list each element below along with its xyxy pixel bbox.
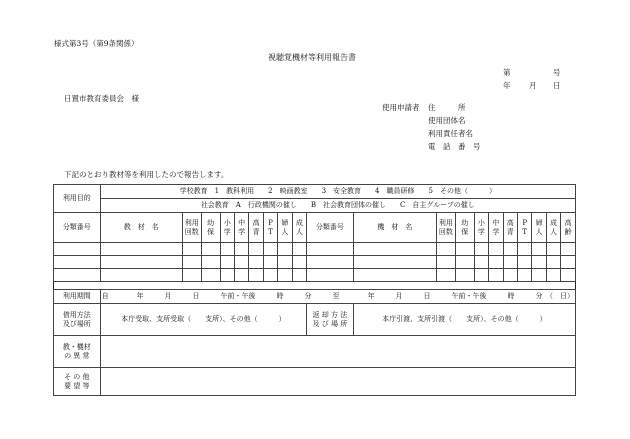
col-adults-2: 成 人: [546, 213, 560, 243]
purpose-label: 利用目的: [54, 185, 101, 213]
applicant-label: 使用申請者: [382, 103, 420, 112]
col-adults: 成 人: [292, 213, 306, 243]
borrow-method-field[interactable]: 本庁受取、支所受取（ 支所）、その他（ ）: [100, 304, 306, 336]
col-elementary-2: 小 学: [474, 213, 488, 243]
table-row[interactable]: [54, 243, 576, 256]
date-year: 年: [503, 81, 511, 90]
doc-no-suffix: 号: [553, 68, 561, 77]
col-material-name: 教 材 名: [100, 213, 182, 243]
col-junior-high-2: 中 学: [489, 213, 503, 243]
col-pta: P T: [263, 213, 277, 243]
address-label: 住 所: [428, 103, 466, 112]
borrow-label: 借用方法 及び場所: [54, 304, 101, 336]
col-high-youth: 高 青: [249, 213, 263, 243]
col-kindergarten: 幼 保: [201, 213, 220, 243]
col-women-2: 婦 人: [532, 213, 546, 243]
col-elderly: 高 齢: [561, 213, 576, 243]
col-kindergarten-2: 幼 保: [455, 213, 474, 243]
other-label: そ の 他 要 望 等: [54, 368, 101, 396]
intro-text: 下記のとおり教材等を利用したので報告します。: [64, 170, 229, 179]
date-month: 月: [529, 81, 537, 90]
period-field[interactable]: 自 年 月 日 午前・午後 時 分 至 年 月 日 午前・午後 時 分 （ 日）: [100, 290, 575, 304]
return-label: 返 却 方 法 及 び 場 所: [307, 304, 354, 336]
col-pta-2: P T: [517, 213, 531, 243]
col-junior-high: 中 学: [234, 213, 248, 243]
col-high-youth-2: 高 青: [503, 213, 517, 243]
report-form-table: [53, 184, 576, 396]
col-elementary: 小 学: [220, 213, 234, 243]
column-header-row: [54, 213, 576, 243]
col-category-no-2: 分類番号: [307, 213, 354, 243]
phone-label: 電 話 番 号: [428, 142, 481, 151]
doc-no-prefix: 第: [503, 68, 511, 77]
col-use-times-2: 利用 回数: [436, 213, 455, 243]
group-label: 使用団体名: [428, 116, 466, 125]
period-label: 利用期間: [54, 290, 101, 304]
other-field[interactable]: [100, 368, 575, 396]
purpose-social[interactable]: 社会教育 A 行政機関の催し B 社会教育団体の催し C 自主グループの催し: [100, 199, 575, 213]
abnormal-label: 教・機材 の 異 常: [54, 336, 101, 368]
responsible-label: 利用責任者名: [428, 129, 473, 138]
date-day: 日: [553, 81, 561, 90]
col-equipment-name: 機 材 名: [353, 213, 436, 243]
document-title: 視聴覚機材等利用報告書: [268, 53, 356, 62]
table-row[interactable]: [54, 269, 576, 282]
table-row[interactable]: [54, 256, 576, 269]
purpose-school[interactable]: 学校教育 1 教科利用 2 映画教室 3 安全教育 4 職員研修 5 その他（ ）: [100, 185, 575, 199]
col-use-times: 利用 回数: [182, 213, 201, 243]
return-method-field[interactable]: 本庁引渡、支所引渡（ 支所）、その他（ ）: [353, 304, 575, 336]
abnormal-field[interactable]: [100, 336, 575, 368]
form-number: 様式第3号（第9条関係）: [54, 39, 139, 48]
col-category-no: 分類番号: [54, 213, 101, 243]
col-women: 婦 人: [278, 213, 292, 243]
addressee: 日置市教育委員会 様: [64, 94, 139, 103]
